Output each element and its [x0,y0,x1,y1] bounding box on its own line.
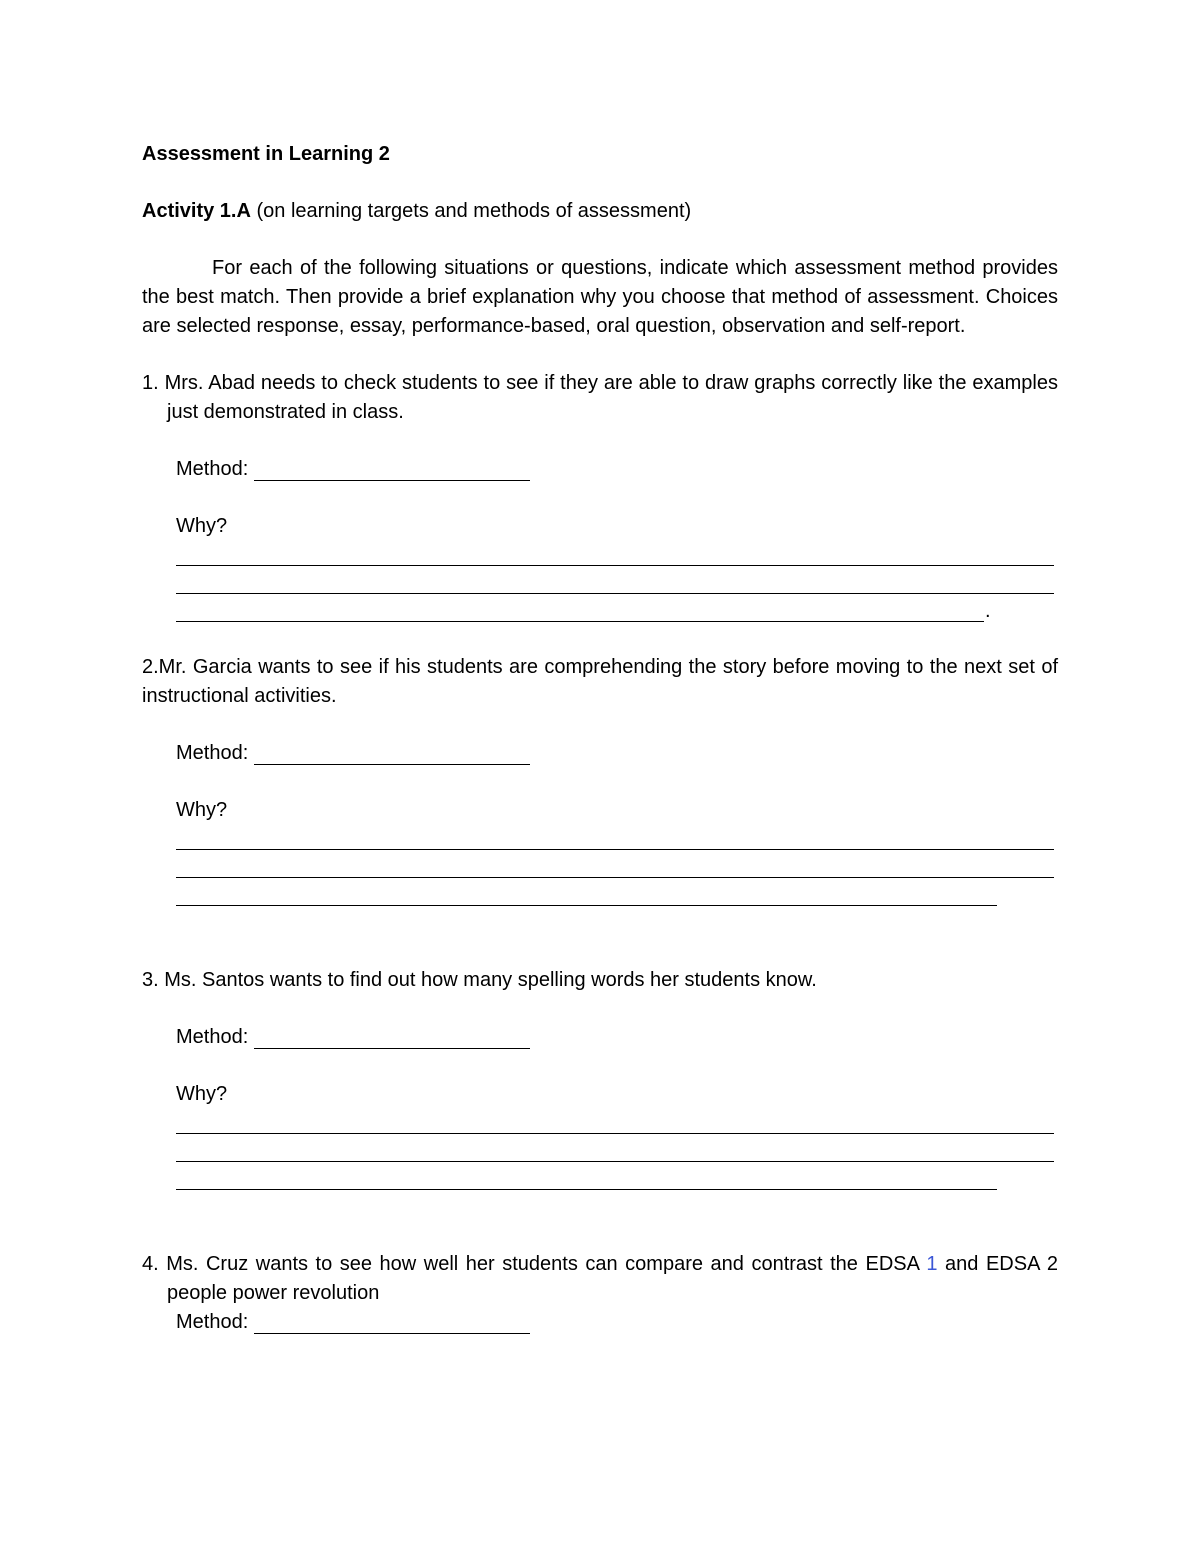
question-3: 3. Ms. Santos wants to find out how many spelling words her students know. [142,969,817,991]
question-4-answer-area [142,1308,1058,1337]
question-4 [142,1250,1058,1308]
question-3-why-line-1[interactable] [176,1109,1058,1137]
question-2-why-line-2[interactable] [176,853,1058,881]
question-4-method-blank[interactable] [254,1311,530,1334]
question-3-why-line-3[interactable] [176,1165,1058,1193]
question-1-method-blank[interactable] [254,458,530,481]
method-label: Method: [176,1026,249,1048]
question-1-why-line-3[interactable] [176,597,1058,625]
question-1-answer-area [142,455,1058,625]
method-label: Method: [176,458,249,480]
question-2-method-blank[interactable] [254,742,530,765]
activity-label: Activity 1.A [142,200,251,222]
question-4-text-after: and EDSA 2 people power revolution [167,1253,1058,1304]
question-1: 1. Mrs. Abad needs to check students to see if they are able to draw graphs correctly like the examples just demonstrated in class. [142,372,1058,423]
question-3-answer-area [142,1023,1058,1193]
method-label: Method: [176,1311,249,1333]
question-4-highlight: 1 [926,1253,938,1275]
question-3-method-row [176,1023,1058,1052]
answer-end-period: . [985,600,991,622]
question-2: 2.Mr. Garcia wants to see if his students are comprehending the story before moving to the next set of instructional activities. [142,656,1058,707]
document-page [142,140,1058,1337]
activity-heading [142,197,1058,226]
why-label: Why? [176,799,228,821]
question-4-method-row [176,1308,1058,1337]
document-title: Assessment in Learning 2 [142,143,390,165]
question-2-method-row [176,739,1058,768]
question-4-text-before: 4. Ms. Cruz wants to see how well her students can compare and contrast the EDSA [142,1253,927,1275]
activity-description: (on learning targets and methods of assessment) [250,200,692,222]
method-label: Method: [176,742,249,764]
question-2-why-line-3[interactable] [176,881,1058,909]
question-1-why-line-1[interactable] [176,541,1058,569]
question-2-why-line-1[interactable] [176,825,1058,853]
why-label: Why? [176,1083,228,1105]
instructions-paragraph: For each of the following situations or questions, indicate which assessment method provides the best match. Then provide a brief explanation why you choose that method of assessment. Choices are selected response, essay, performance-based, oral question, observation and self-report. [142,257,1058,337]
question-1-why-line-2[interactable] [176,569,1058,597]
question-1-method-row [176,455,1058,484]
question-3-method-blank[interactable] [254,1026,530,1049]
why-label: Why? [176,515,228,537]
question-2-answer-area [142,739,1058,909]
question-3-why-line-2[interactable] [176,1137,1058,1165]
